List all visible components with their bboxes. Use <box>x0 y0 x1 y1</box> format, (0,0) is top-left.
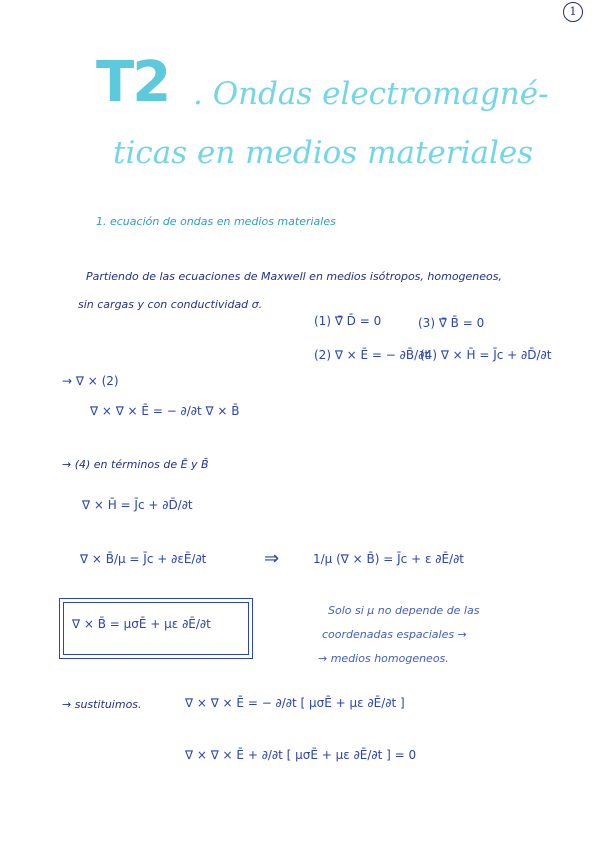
mu-curl-b: 1/μ (∇ × B̄) = J̄c + ε ∂Ē/∂t <box>313 552 464 566</box>
note-line-2: coordenadas espaciales → <box>322 628 467 641</box>
title-line-1: . Ondas electromagné- <box>193 76 549 112</box>
boxed-equation-text: ∇ × B̄ = μσĒ + με ∂Ē/∂t <box>72 617 211 631</box>
section-heading: 1. ecuación de ondas en medios materiales <box>96 215 336 228</box>
substitution-1: ∇ × ∇ × Ē = − ∂/∂t [ μσĒ + με ∂Ē/∂t ] <box>185 696 405 710</box>
boxed-equation <box>63 602 249 655</box>
curl-b-over-mu: ∇ × B̄/μ = J̄c + ∂εĒ/∂t <box>80 552 207 566</box>
equation-3: (3) ∇̄ B̄ = 0 <box>418 316 485 330</box>
substitution-2: ∇ × ∇ × Ē + ∂/∂t [ μσĒ + με ∂Ē/∂t ] = 0 <box>185 748 417 762</box>
step-eq4-terms: → (4) en términos de Ē y B̄ <box>62 458 209 471</box>
equation-2: (2) ∇ × Ē = − ∂B̄/∂t <box>314 348 430 362</box>
step-curl-2: → ∇ × (2) <box>62 374 119 388</box>
title-mark: T2 <box>96 50 170 115</box>
curl-curl-e: ∇ × ∇ × Ē = − ∂/∂t ∇ × B̄ <box>90 404 240 418</box>
curl-h: ∇ × H̄ = J̄c + ∂D̄/∂t <box>82 498 193 512</box>
note-line-3: → medios homogeneos. <box>318 652 449 665</box>
page-number: 1 <box>563 2 583 22</box>
intro-line-2: sin cargas y con conductividad σ. <box>78 298 263 311</box>
equation-1: (1) ∇̄ D̄ = 0 <box>314 314 382 328</box>
step-substitute: → sustituimos. <box>62 698 142 711</box>
intro-line-1: Partiendo de las ecuaciones de Maxwell en medios isótropos, homogeneos, <box>86 270 503 283</box>
implies-arrow: ⇒ <box>264 548 280 569</box>
equation-4: (4) ∇ × H̄ = J̄c + ∂D̄/∂t <box>420 348 552 362</box>
note-line-1: Solo si μ no depende de las <box>328 604 480 617</box>
title-line-2: ticas en medios materiales <box>113 135 534 171</box>
